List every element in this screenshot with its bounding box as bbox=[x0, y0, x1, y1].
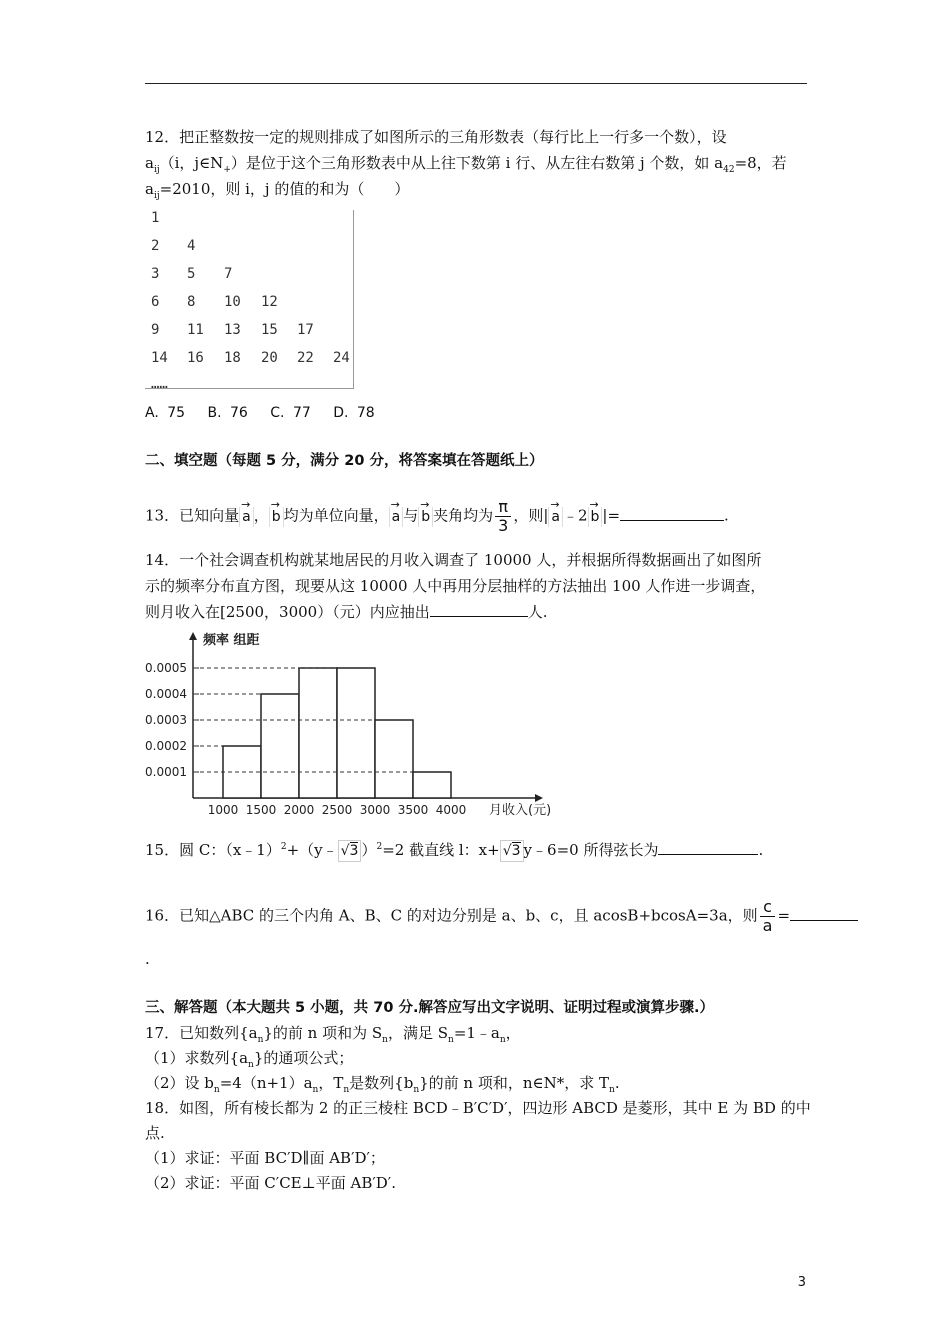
section2-title: 二、填空题（每题 5 分，满分 20 分，将答案填在答题纸上） bbox=[145, 453, 544, 469]
section3-title: 三、解答题（本大题共 5 小题，共 70 分.解答应写出文字说明、证明过程或演算步骤.） bbox=[145, 1000, 714, 1016]
q18-part2: （2）求证：平面 C′CE⊥平面 AB′D′. bbox=[145, 1174, 396, 1192]
q14-line2: 示的频率分布直方图，现要从这 10000 人中再用分层抽样的方法抽出 100 人作进一步调查， bbox=[145, 577, 766, 595]
x-tick-label: 1500 bbox=[245, 803, 277, 817]
q14-line3: 则月收入在[2500，3000）（元）内应抽出 人. bbox=[145, 603, 548, 621]
triangle-cell: 13 bbox=[224, 322, 241, 338]
triangle-cell: 5 bbox=[187, 266, 196, 282]
page-number: 3 bbox=[797, 1275, 806, 1290]
y-tick-label: 0.0002 bbox=[145, 739, 187, 753]
q16-line: 16．已知△ABC 的三个内角 A、B、C 的对边分别是 a、b、c，且 acosB+bcosA=3a，则 $\frac{c}{a}$ = bbox=[145, 898, 858, 935]
histogram-bar bbox=[413, 772, 451, 798]
vector-b: → b bbox=[269, 507, 284, 527]
q18-part1: （1）求证：平面 BC′D∥面 AB′D′； bbox=[145, 1149, 385, 1167]
triangle-cell: 12 bbox=[261, 294, 278, 310]
vector-a: → a bbox=[239, 507, 254, 527]
triangle-cell: 11 bbox=[187, 322, 204, 338]
triangle-cell: 14 bbox=[151, 350, 168, 366]
q12-line2: $a_{ij}(i$，$j\in N_+$）是位于这个三角形数表中从上往下数第 i 行、从左往右数第 j 个数，如 $a_{42}=8$，若 bbox=[145, 154, 787, 175]
q17-part1: （1）求数列$\{a_n\}$的通项公式； bbox=[145, 1049, 354, 1070]
triangle-cell: 6 bbox=[151, 294, 160, 310]
q14-line1: 14．一个社会调查机构就某地居民的月收入调查了 10000 人，并根据所得数据画出了如图所 bbox=[145, 551, 762, 569]
q15-line: 15．圆 C：（x﹣1）$^2$+（y﹣ √3 ）$^2$=2 截直线 l：x+ √3 y﹣6=0 所得弦长为 . bbox=[145, 837, 763, 862]
triangle-cell: 7 bbox=[224, 266, 233, 282]
x-tick-label: 2000 bbox=[283, 803, 315, 817]
triangle-cell: 8 bbox=[187, 294, 196, 310]
x-tick-label: 2500 bbox=[321, 803, 353, 817]
q18-line1: 18．如图，所有棱长都为 2 的正三棱柱 BCD﹣B′C′D′，四边形 ABCD 是菱形，其中 E 为 BD 的中 bbox=[145, 1099, 811, 1117]
triangle-cell: 20 bbox=[261, 350, 278, 366]
q12-choices: A. 75 B. 76 C. 77 D. 78 bbox=[145, 405, 375, 421]
x-tick-label: 3500 bbox=[397, 803, 429, 817]
triangle-cell: 9 bbox=[151, 322, 160, 338]
x-tick-label: 3000 bbox=[359, 803, 391, 817]
y-tick-label: 0.0001 bbox=[145, 765, 187, 779]
answer-blank[interactable] bbox=[658, 840, 758, 855]
header-rule bbox=[145, 83, 807, 84]
x-tick-label: 1000 bbox=[207, 803, 239, 817]
triangle-cell: 18 bbox=[224, 350, 241, 366]
y-axis-label: 频率 组距 bbox=[203, 633, 260, 648]
triangle-cell: 24 bbox=[333, 350, 350, 366]
y-tick-label: 0.0004 bbox=[145, 687, 187, 701]
triangle-ellipsis: …… bbox=[151, 376, 168, 392]
q16-period: . bbox=[145, 950, 150, 968]
x-axis-label: 月收入(元) bbox=[489, 803, 552, 818]
vector-b-2: → b bbox=[418, 507, 433, 527]
triangle-cell: 16 bbox=[187, 350, 204, 366]
triangle-cell: 4 bbox=[187, 238, 196, 254]
vector-a-2: → a bbox=[389, 507, 404, 527]
vector-a-3: → a bbox=[548, 507, 563, 527]
histogram-bar bbox=[337, 668, 375, 798]
q17-line: 17．已知数列$\{a_n\}$的前 n 项和为 $S_n$，满足 $S_n=1﹣a_n$， bbox=[145, 1024, 521, 1045]
triangle-cell: 17 bbox=[297, 322, 314, 338]
triangle-cell: 10 bbox=[224, 294, 241, 310]
x-tick-label: 4000 bbox=[435, 803, 467, 817]
q18-line2: 点. bbox=[145, 1124, 165, 1142]
answer-blank[interactable] bbox=[790, 906, 858, 921]
q12-line3: $a_{ij}=2010$，则 i，j 的值的和为（ ） bbox=[145, 180, 410, 201]
sqrt-3-b: √3 bbox=[500, 840, 524, 862]
q17-part2: （2）设 $b_n=4(n+1)a_n$，$T_n$是数列$\{b_n\}$的前 n 项和，n∈N*，求 $T_n$. bbox=[145, 1074, 620, 1095]
histogram-bar bbox=[261, 694, 299, 798]
y-tick-label: 0.0005 bbox=[145, 661, 187, 675]
answer-blank[interactable] bbox=[620, 506, 724, 521]
triangle-cell: 15 bbox=[261, 322, 278, 338]
c-over-a: $\frac{c}{a}$ bbox=[760, 898, 776, 935]
y-tick-label: 0.0003 bbox=[145, 713, 187, 727]
histogram-bar bbox=[375, 720, 413, 798]
sqrt-3: √3 bbox=[338, 840, 362, 862]
triangle-cell: 22 bbox=[297, 350, 314, 366]
q13-line: 13．已知向量 → a ， → b 均为单位向量， → a 与 → b 夹角均为 $\frac{\pi}{3}$ ，则| → a ﹣2 → b |= . bbox=[145, 497, 729, 535]
vector-b-3: → b bbox=[588, 507, 603, 527]
triangle-cell: 2 bbox=[151, 238, 160, 254]
pi-over-3: $\frac{\pi}{3}$ bbox=[495, 498, 511, 535]
triangle-cell: 1 bbox=[151, 210, 160, 226]
frequency-histogram bbox=[143, 630, 555, 820]
triangle-number-table bbox=[145, 210, 354, 392]
q12-line1: 12．把正整数按一定的规则排成了如图所示的三角形数表（每行比上一行多一个数），设 bbox=[145, 128, 727, 146]
triangle-cell: 3 bbox=[151, 266, 160, 282]
histogram-bar bbox=[299, 668, 337, 798]
answer-blank[interactable] bbox=[430, 602, 528, 617]
